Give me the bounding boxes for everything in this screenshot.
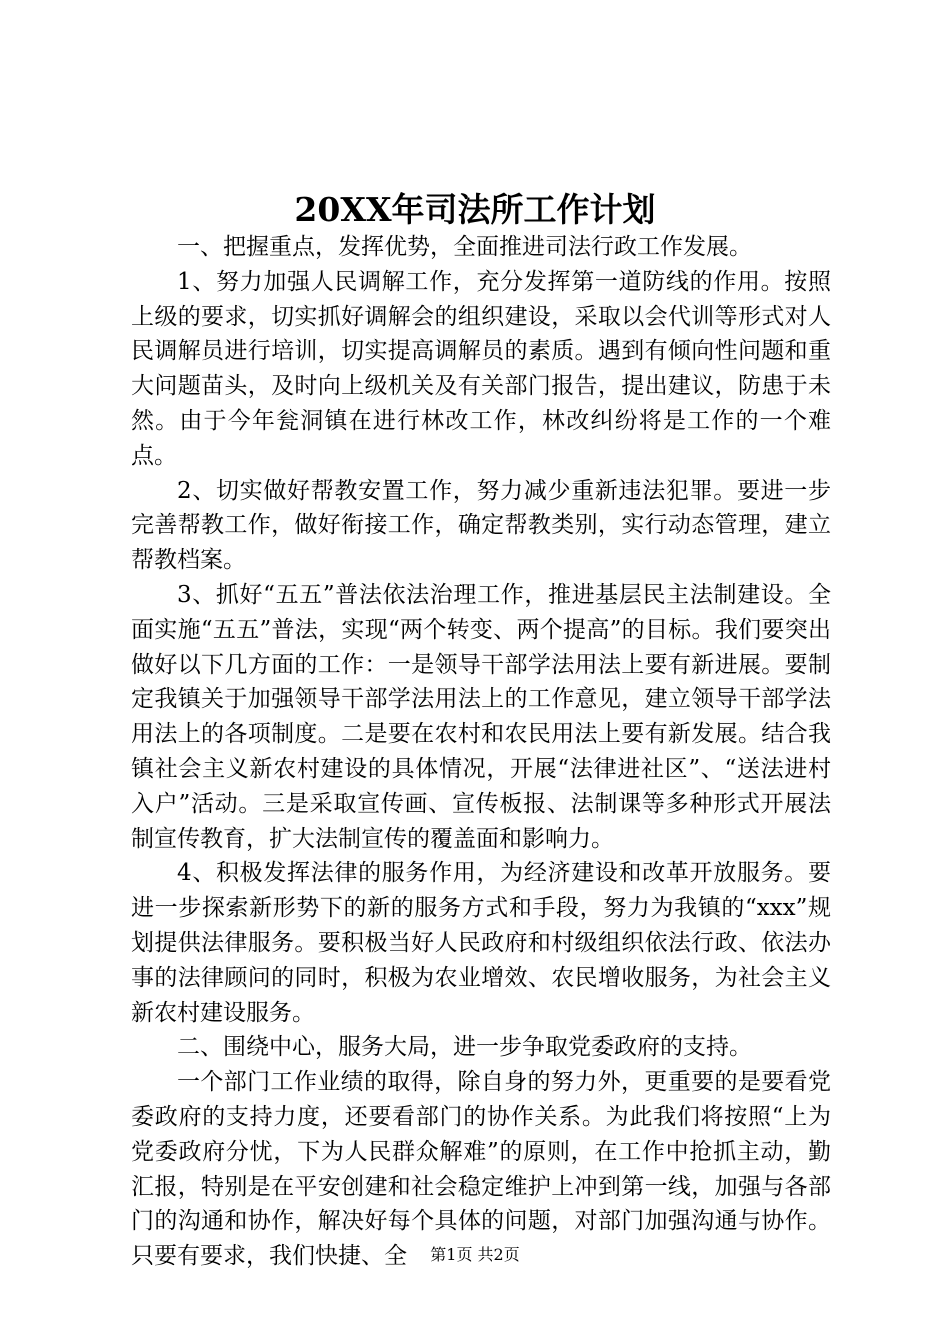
paragraph-section-2-body: 一个部门工作业绩的取得，除自身的努力外，更重要的是要看党委政府的支持力度，还要看部门的协作关系。为此我们将按照“上为党委政府分忧，下为人民群众解难”的原则，在工作中抢抓主动，勤汇报，特别是在平安创建和社会稳定维护上冲到第一线，加强与各部门的沟通和协作，解决好每个具体的问题，对部门加强沟通与协作。只要有要求，我们快捷、全: [131, 1069, 831, 1270]
paragraph-item-4: 4、积极发挥法律的服务作用，为经济建设和改革开放服务。要进一步探索新形势下的新的服务方式和手段，努力为我镇的“xxx”规划提供法律服务。要积极当好人民政府和村级组织依法行政、依法办事的法律顾问的同时，积极为农业增效、农民增收服务，为社会主义新农村建设服务。: [131, 860, 831, 1026]
paragraph-item-1: 1、努力加强人民调解工作，充分发挥第一道防线的作用。按照上级的要求，切实抓好调解会的组织建设，采取以会代训等形式对人民调解员进行培训，切实提高调解员的素质。遇到有倾向性问题和重大问题苗头，及时向上级机关及有关部门报告，提出建议，防患于未然。由于今年瓮洞镇在进行林改工作，林改纠纷将是工作的一个难点。: [131, 268, 831, 469]
page-number-footer: 第1页 共2页: [430, 1245, 520, 1264]
paragraph-section-1-heading: 一、把握重点，发挥优势，全面推进司法行政工作发展。: [177, 234, 752, 260]
paragraph-item-3: 3、抓好“五五”普法依法治理工作，推进基层民主法制建设。全面实施“五五”普法，实现“两个转变、两个提高”的目标。我们要突出做好以下几方面的工作：一是领导干部学法用法上要有新进展。要制定我镇关于加强领导干部学法用法上的工作意见，建立领导干部学法用法上的各项制度。二是要在农村和农民用法上要有新发展。结合我镇社会主义新农村建设的具体情况，开展“法律进社区”、“送法进村入户”活动。三是采取宣传画、宣传板报、法制课等多种形式开展法制宣传教育，扩大法制宣传的覆盖面和影响力。: [131, 581, 831, 852]
document-body: [131, 230, 831, 1274]
document-title: 20XX年司法所工作计划: [294, 190, 656, 229]
paragraph-item-2: 2、切实做好帮教安置工作，努力减少重新违法犯罪。要进一步完善帮教工作，做好衔接工作，确定帮教类别，实行动态管理，建立帮教档案。: [131, 477, 831, 574]
paragraph-section-2-heading: 二、围绕中心，服务大局，进一步争取党委政府的支持。: [177, 1034, 752, 1061]
